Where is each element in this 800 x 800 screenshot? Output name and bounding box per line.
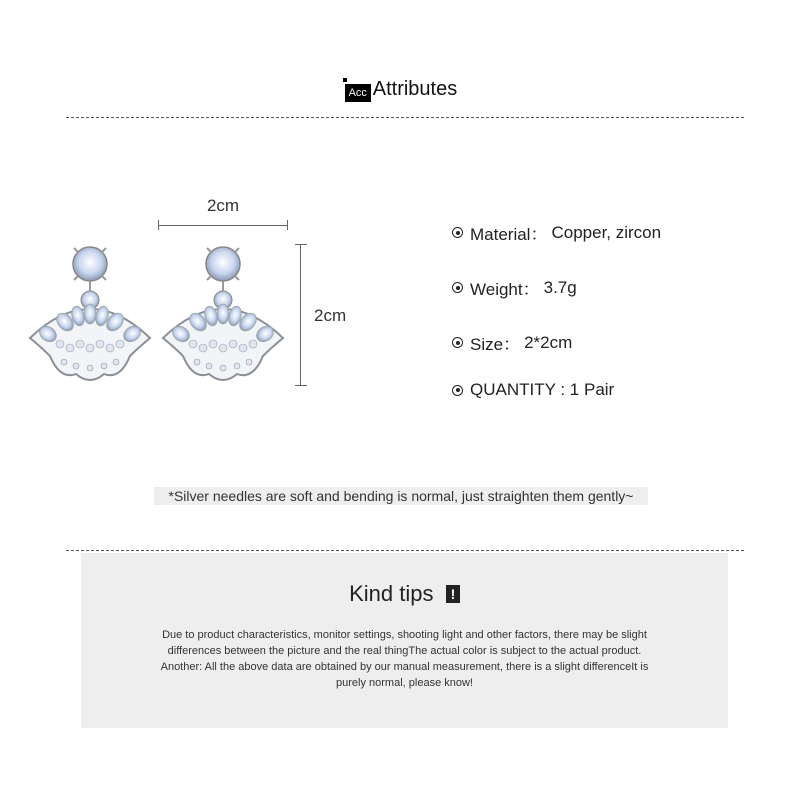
kind-tips-title: Kind tips — [349, 581, 434, 606]
attribute-size — [452, 330, 572, 355]
kind-tips-heading — [81, 581, 728, 607]
attribute-quantity — [452, 380, 618, 400]
silver-needle-note: *Silver needles are soft and bending is normal, just straighten them gently~ — [154, 487, 648, 505]
height-dimension-line — [295, 244, 307, 386]
attribute-key: Weight： — [470, 280, 540, 299]
acc-mark: Acc — [343, 78, 371, 102]
attribute-value: Copper, zircon — [551, 222, 662, 242]
tips-line: Another: All the above data are obtained by our manual measurement, there is a slight differenceIt is — [160, 661, 649, 673]
bullet-icon — [452, 282, 463, 293]
divider-bottom — [66, 550, 744, 551]
width-label: 2cm — [206, 196, 240, 215]
attribute-key: Material： — [470, 225, 548, 244]
earrings-image — [20, 240, 300, 400]
exclamation-icon: ! — [446, 585, 460, 603]
attribute-key: Size： — [470, 335, 521, 354]
attribute-material — [452, 220, 661, 245]
bullet-icon — [452, 337, 463, 348]
attributes-header — [0, 76, 800, 107]
kind-tips-panel — [81, 553, 728, 728]
bullet-icon — [452, 227, 463, 238]
attribute-value: 3.7g — [543, 277, 577, 297]
tips-line: Due to product characteristics, monitor settings, shooting light and other factors, there may be slight — [162, 629, 647, 641]
height-label: 2cm — [314, 306, 347, 325]
tips-line: purely normal, please know! — [336, 677, 473, 689]
attribute-value: 2*2cm — [524, 332, 573, 352]
tips-line: differences between the picture and the real thingThe actual color is subject to the actual product. — [167, 645, 642, 657]
divider-top — [66, 117, 744, 118]
width-dimension-line — [158, 220, 288, 232]
attribute-weight — [452, 275, 577, 300]
bullet-icon — [452, 385, 463, 396]
attribute-key: QUANTITY : 1 Pair — [470, 380, 615, 399]
kind-tips-text — [121, 627, 688, 691]
header-title: Attributes — [372, 78, 458, 100]
